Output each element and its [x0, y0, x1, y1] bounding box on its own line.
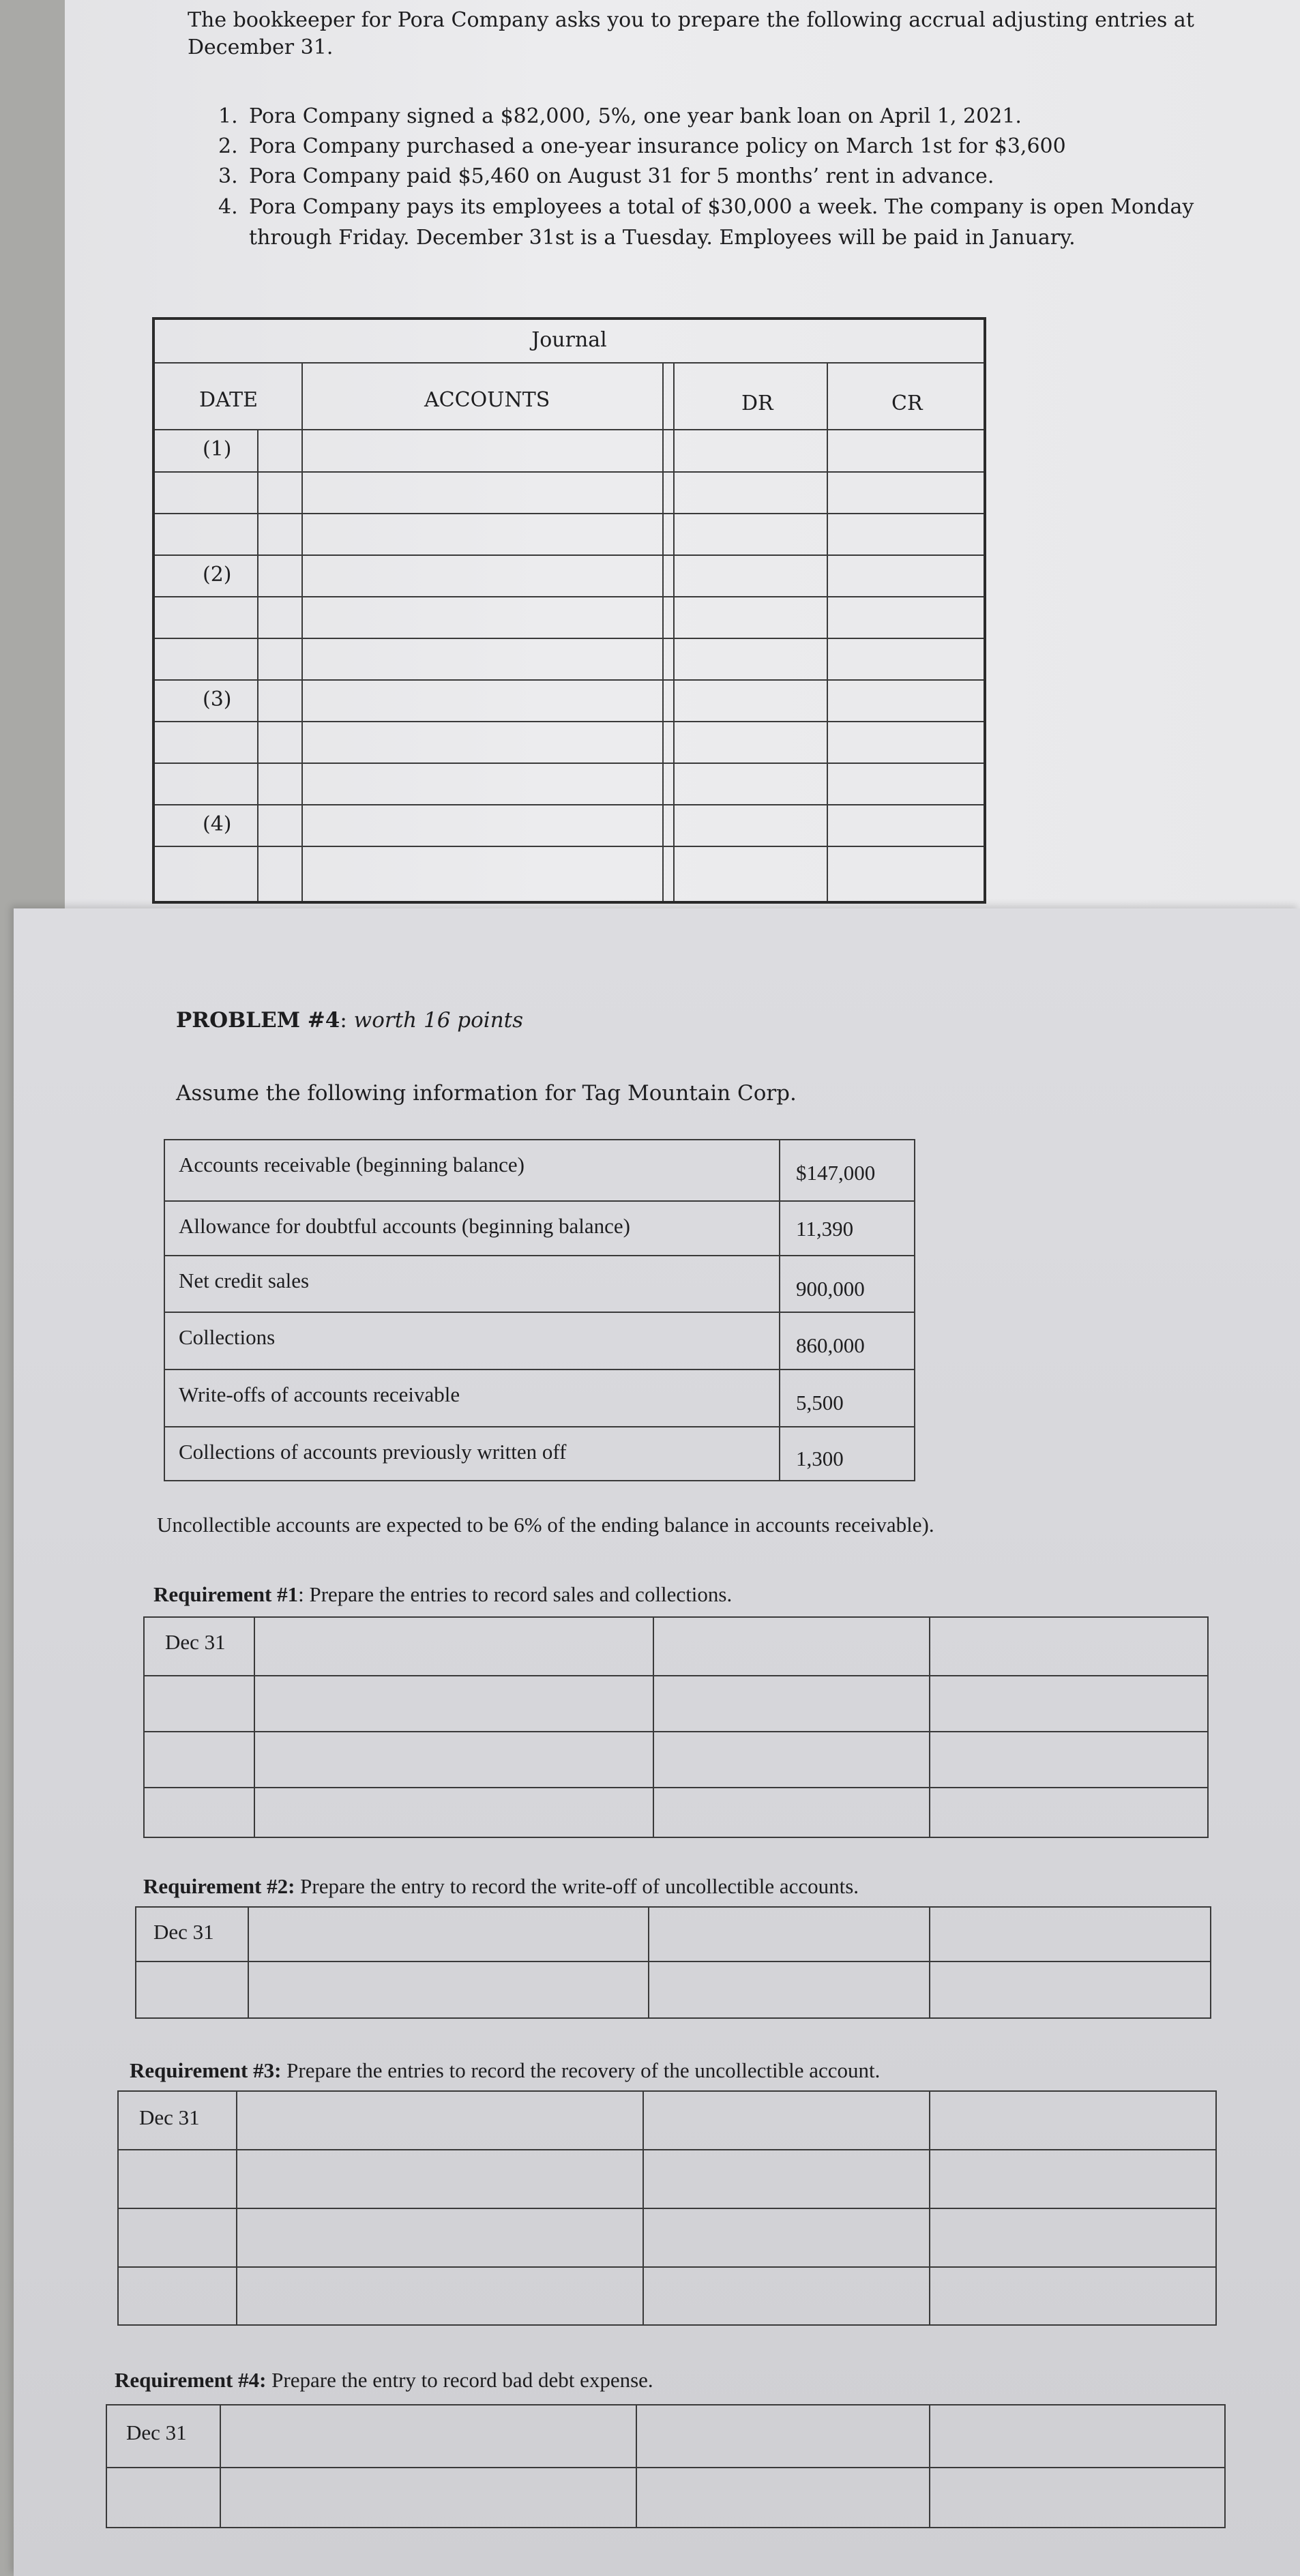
info-label: Net credit sales — [179, 1269, 310, 1292]
journal-row-line — [155, 679, 984, 681]
journal-vline-dr — [673, 362, 675, 901]
journal-table — [152, 317, 986, 904]
table-vline — [254, 1618, 255, 1837]
journal-row-line — [155, 846, 984, 847]
item-number-1: 1. — [218, 104, 238, 128]
table-vline — [648, 1908, 649, 2017]
table-vline — [636, 2405, 637, 2527]
col-header-cr: CR — [891, 391, 923, 415]
requirement-3-heading — [130, 2058, 880, 2083]
intro-line-2: December 31. — [188, 35, 334, 59]
requirement-3-table — [117, 2090, 1217, 2326]
journal-row-line — [155, 763, 984, 764]
journal-vline-accounts-end — [662, 362, 664, 901]
info-value: 900,000 — [796, 1277, 865, 1301]
info-row — [165, 1140, 914, 1202]
table-hline — [145, 1731, 1207, 1732]
requirement-2-heading — [143, 1874, 859, 1899]
table-hline — [145, 1787, 1207, 1788]
requirement-2-label: Requirement #2: — [143, 1874, 295, 1898]
journal-header-divider — [155, 429, 984, 430]
item-text-4-continued: through Friday. December 31st is a Tuesday. Employees will be paid in January. — [249, 226, 1076, 250]
info-value: 11,390 — [796, 1217, 854, 1241]
journal-vline-date — [257, 429, 258, 901]
entry-label-1: (1) — [203, 437, 232, 461]
journal-row-line — [155, 721, 984, 722]
info-row — [165, 1313, 914, 1370]
requirement-4-date: Dec 31 — [126, 2420, 187, 2444]
table-hline — [119, 2149, 1215, 2150]
table-vline — [653, 1618, 654, 1837]
item-text-3: Pora Company paid $5,460 on August 31 for 5 months’ rent in advance. — [249, 164, 994, 188]
journal-vline-cr — [827, 362, 828, 901]
table-hline — [136, 1961, 1210, 1962]
info-label: Allowance for doubtful accounts (beginning balance) — [179, 1214, 630, 1238]
requirement-4-text: Prepare the entry to record bad debt expense. — [266, 2368, 653, 2392]
requirement-4-heading — [115, 2368, 653, 2393]
table-vline — [248, 1908, 249, 2017]
requirement-4-table — [106, 2404, 1226, 2528]
info-row — [165, 1427, 914, 1483]
requirement-3-date: Dec 31 — [139, 2105, 200, 2129]
info-row — [165, 1370, 914, 1427]
info-row — [165, 1256, 914, 1313]
problem4-heading-bold: PROBLEM #4 — [176, 1008, 340, 1033]
journal-row-line — [155, 596, 984, 597]
requirement-2-text: Prepare the entry to record the write-off of uncollectible accounts. — [295, 1874, 859, 1898]
table-hline — [119, 2266, 1215, 2268]
entry-label-4: (4) — [203, 812, 232, 836]
info-label: Collections — [179, 1325, 276, 1349]
table-vline — [220, 2405, 221, 2527]
info-value: 5,500 — [796, 1391, 844, 1415]
requirement-1-date: Dec 31 — [165, 1630, 226, 1654]
info-row — [165, 1202, 914, 1256]
requirement-3-text: Prepare the entries to record the recovery of the uncollectible account. — [281, 2058, 881, 2082]
requirement-1-text: : Prepare the entries to record sales and collections. — [298, 1582, 733, 1606]
col-header-date: DATE — [199, 388, 258, 412]
item-number-3: 3. — [218, 164, 238, 188]
table-hline — [145, 1675, 1207, 1676]
col-header-accounts: ACCOUNTS — [424, 388, 550, 412]
table-vline — [929, 1908, 930, 2017]
requirement-2-table — [135, 1906, 1211, 2019]
journal-row-line — [155, 471, 984, 473]
item-text-2: Pora Company purchased a one-year insurance policy on March 1st for $3,600 — [249, 134, 1066, 158]
assume-text: Assume the following information for Tag Mountain Corp. — [176, 1081, 797, 1106]
item-text-4: Pora Company pays its employees a total of $30,000 a week. The company is open Monday — [249, 195, 1194, 219]
journal-row-line — [155, 804, 984, 805]
entry-label-2: (2) — [203, 563, 232, 587]
problem4-heading — [176, 1008, 523, 1033]
problem4-heading-points: worth 16 points — [353, 1008, 524, 1033]
journal-title: Journal — [531, 328, 607, 352]
requirement-4-label: Requirement #4: — [115, 2368, 267, 2392]
item-number-4: 4. — [218, 195, 238, 219]
table-hline — [119, 2208, 1215, 2209]
table-hline — [107, 2467, 1224, 2468]
problem4-heading-colon: : — [340, 1008, 347, 1033]
info-label: Accounts receivable (beginning balance) — [179, 1153, 525, 1176]
journal-row-line — [155, 638, 984, 639]
journal-row-line — [155, 513, 984, 514]
requirement-3-label: Requirement #3: — [130, 2058, 282, 2082]
journal-row-line — [155, 554, 984, 556]
journal-vline-accounts — [301, 362, 303, 901]
info-label: Collections of accounts previously written off — [179, 1440, 567, 1464]
item-number-2: 2. — [218, 134, 238, 158]
col-header-dr: DR — [741, 391, 773, 415]
journal-title-divider — [155, 362, 984, 364]
requirement-2-date: Dec 31 — [153, 1920, 214, 1944]
table-vline — [929, 2405, 930, 2527]
info-value: 1,300 — [796, 1447, 844, 1470]
table-vline — [929, 1618, 930, 1837]
info-label: Write-offs of accounts receivable — [179, 1382, 460, 1406]
requirement-1-label: Requirement #1 — [153, 1582, 299, 1606]
uncollectible-note: Uncollectible accounts are expected to be 6% of the ending balance in accounts receivable). — [157, 1513, 934, 1537]
requirement-1-table — [143, 1616, 1209, 1838]
info-value: 860,000 — [796, 1333, 865, 1357]
info-value: $147,000 — [796, 1161, 876, 1185]
info-table — [164, 1139, 915, 1481]
item-text-1: Pora Company signed a $82,000, 5%, one year bank loan on April 1, 2021. — [249, 104, 1022, 128]
entry-label-3: (3) — [203, 687, 232, 711]
intro-line-1: The bookkeeper for Pora Company asks you to prepare the following accrual adjusting entries at — [188, 8, 1194, 32]
requirement-1-heading — [153, 1582, 732, 1607]
